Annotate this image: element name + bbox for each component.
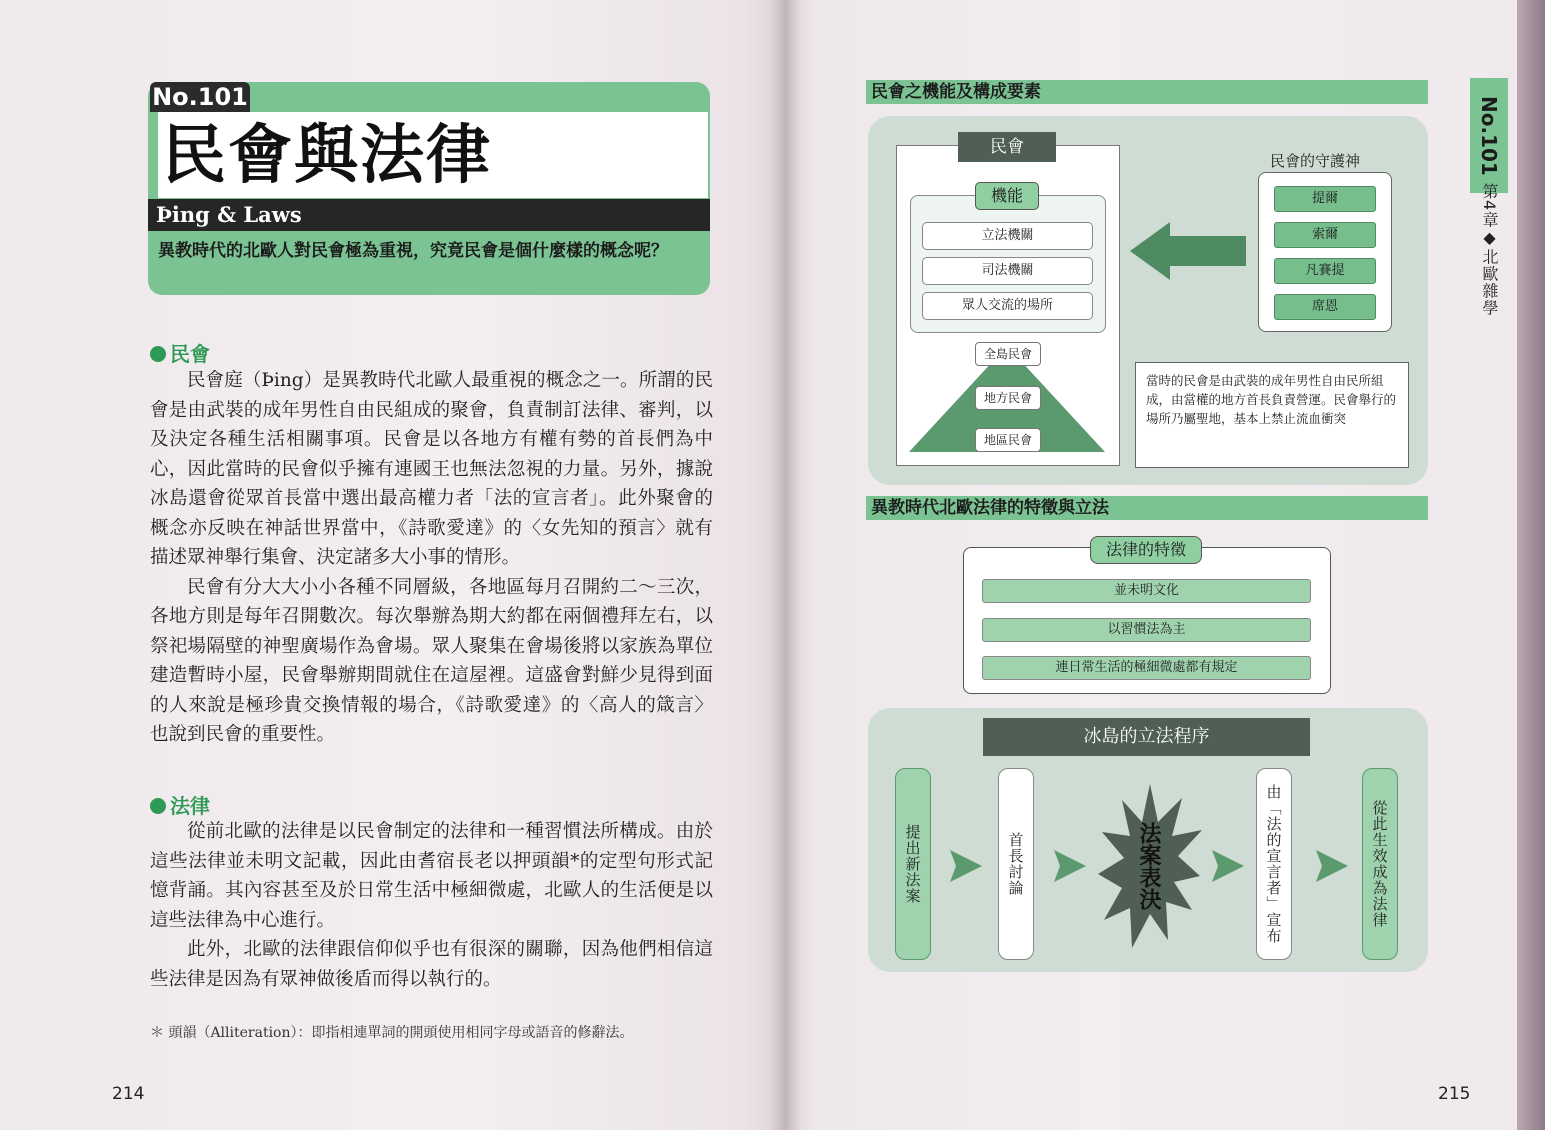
procedure-step	[998, 768, 1034, 960]
page-number-left: 214	[112, 1084, 145, 1104]
left-arrow-icon	[1130, 222, 1246, 280]
step-label: 首長討論	[1006, 832, 1025, 896]
paragraph: 此外，北歐的法律跟信仰似乎也有很深的關聯，因為他們相信這些法律是因為有眾神做後盾而得以執行的。	[150, 939, 713, 990]
assembly-label: 民會	[958, 132, 1056, 162]
section-heading-text: 法律	[170, 794, 210, 818]
procedure-step-vote: 法案表決	[1136, 822, 1161, 910]
feature-item: 以習慣法為主	[982, 618, 1311, 642]
function-label: 機能	[975, 182, 1039, 210]
bullet-icon	[150, 346, 166, 362]
guardian-item: 索爾	[1274, 222, 1376, 248]
level-item: 地方民會	[975, 386, 1041, 410]
side-entry-tab	[1470, 78, 1508, 193]
chevron-right-icon	[1314, 848, 1350, 884]
assembly-note: 當時的民會是由武裝的成年男性自由民所組成，由當權的地方首長負責營運。民會舉行的場所乃屬聖地，基本上禁止流血衝突	[1135, 362, 1409, 468]
paragraph: 民會庭（Þing）是異教時代北歐人最重視的概念之一。所謂的民會是由武裝的成年男性自由民組成的聚會，負責制訂法律、審判，以及決定各種生活相關事項。民會是以各地方有權有勢的首長們為中心，因此當時的民會似乎擁有連國王也無法忽視的力量。另外，據說冰島還會從眾首長當中選出最高權力者「法的宣言者」。此外聚會的概念亦反映在神話世界當中，《詩歌愛達》的〈女先知的預言〉就有描述眾神舉行集會、決定諸多大小事的情形。	[150, 370, 713, 568]
function-item: 眾人交流的場所	[922, 292, 1093, 320]
feature-item: 並未明文化	[982, 579, 1311, 603]
section-heading-assembly	[150, 338, 210, 367]
step-label: 提出新法案	[903, 824, 922, 904]
chevron-right-icon	[948, 848, 984, 884]
section-heading-text: 民會	[170, 342, 210, 366]
page-number-right: 215	[1438, 1084, 1471, 1104]
guardian-item: 席恩	[1274, 294, 1376, 320]
guardian-title: 民會的守護神	[1270, 152, 1361, 170]
chevron-right-icon	[1052, 848, 1088, 884]
level-item: 全島民會	[975, 342, 1041, 366]
book-gutter	[770, 0, 800, 1130]
section-heading-law	[150, 790, 210, 819]
step-label: 從此生效成為法律	[1370, 800, 1389, 928]
procedure-title: 冰島的立法程序	[983, 718, 1310, 756]
page-title: 民會與法律	[162, 119, 492, 193]
procedure-step	[895, 768, 931, 960]
side-entry-number: No.101	[1477, 95, 1501, 176]
footnote: ＊ 頭韻（Alliteration）：即指相連單詞的開頭使用相同字母或語音的修辭法。	[150, 1025, 634, 1041]
function-item: 立法機關	[922, 222, 1093, 250]
chevron-right-icon	[1210, 848, 1246, 884]
book-edge	[1517, 0, 1545, 1130]
bullet-icon	[150, 798, 166, 814]
procedure-step	[1256, 768, 1292, 960]
features-label: 法律的特徵	[1090, 536, 1202, 564]
guardian-item: 凡賽提	[1274, 258, 1376, 284]
section-bar-assembly: 民會之機能及構成要素	[866, 80, 1428, 104]
paragraph: 民會有分大大小小各種不同層級，各地區每月召開約二～三次，各地方則是每年召開數次。每次舉辦為期大約都在兩個禮拜左右，以祭祀場隔壁的神聖廣場作為會場。眾人聚集在會場後將以家族為單位建造暫時小屋，民會舉辦期間就住在這屋裡。這盛會對鮮少見得到面的人來說是極珍貴交換情報的場合，《詩歌愛達》的〈高人的箴言〉也說到民會的重要性。	[150, 576, 713, 745]
section-body-assembly	[150, 366, 713, 750]
page-subtitle: Þing & Laws	[156, 202, 302, 227]
step-label: 由「法的宣言者」宣布	[1264, 784, 1283, 944]
paragraph: 從前北歐的法律是以民會制定的法律和一種習慣法所構成。由於這些法律並未明文記載，因此由耆宿長老以押頭韻*的定型句形式記憶背誦。其內容甚至及於日常生活中極細微處，北歐人的生活便是以這些法律為中心進行。	[150, 821, 713, 931]
procedure-step	[1362, 768, 1398, 960]
guardian-item: 提爾	[1274, 186, 1376, 212]
chapter-label: 第4章◆北歐雜學	[1480, 183, 1499, 317]
section-bar-law: 異教時代北歐法律的特徵與立法	[866, 496, 1428, 520]
entry-number: No.101	[150, 82, 250, 112]
lead-question: 異教時代的北歐人對民會極為重視，究竟民會是個什麼樣的概念呢？	[158, 241, 668, 261]
function-item: 司法機關	[922, 257, 1093, 285]
section-body-law	[150, 817, 713, 994]
level-item: 地區民會	[975, 428, 1041, 452]
feature-item: 連日常生活的極細微處都有規定	[982, 656, 1311, 680]
